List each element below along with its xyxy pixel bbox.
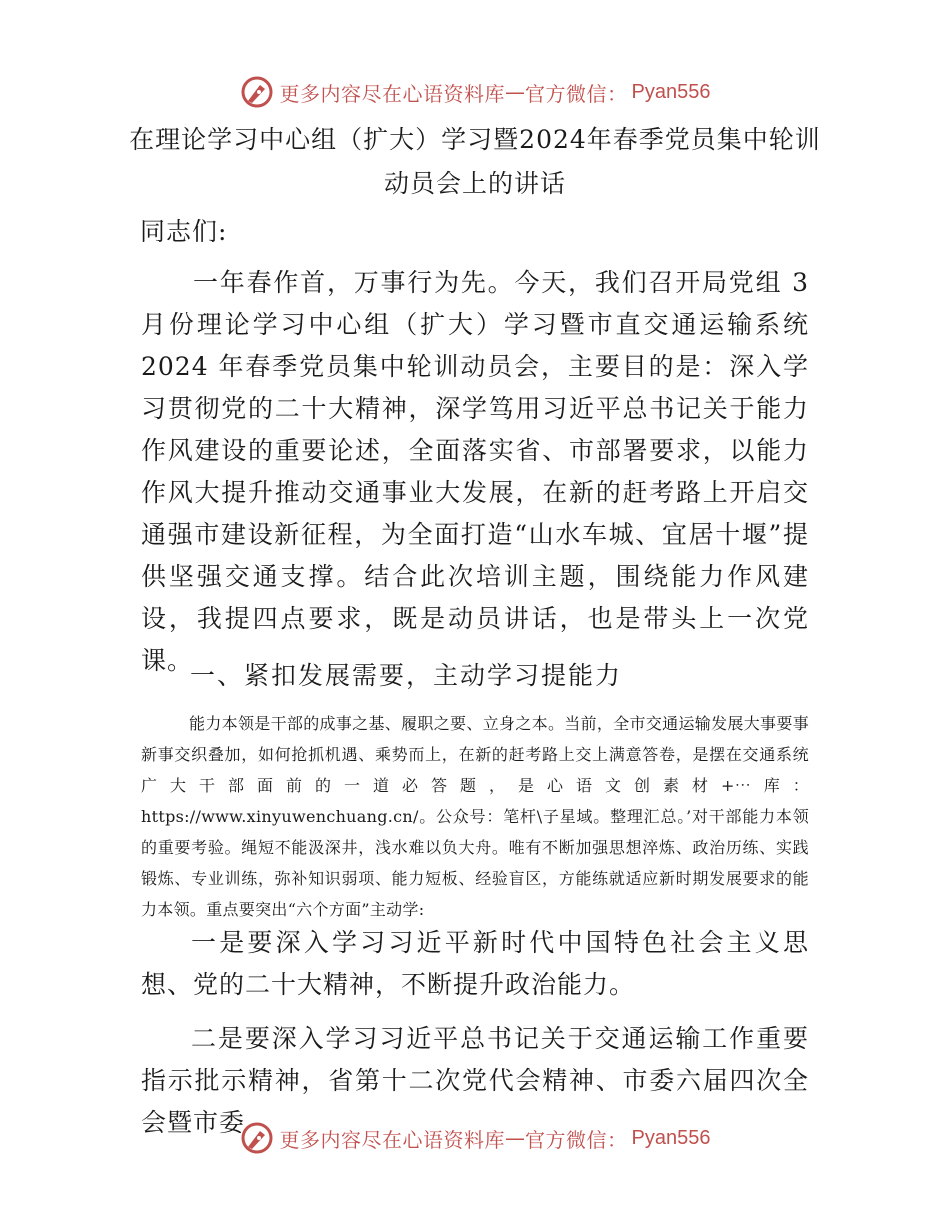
- pen-nib-circle-icon: [240, 1121, 274, 1155]
- banner-text: 更多内容尽在心语资料库: [279, 1127, 506, 1152]
- banner-wechat-id: Pyan556: [631, 80, 711, 103]
- banner-official: 官方微信：: [525, 1127, 628, 1152]
- section-heading-1: 一、紧扣发展需要，主动学习提能力: [190, 661, 623, 690]
- pen-nib-circle-icon: [240, 75, 274, 109]
- document-title-line2: 动员会上的讲话: [383, 169, 566, 198]
- banner-official: 官方微信：: [525, 81, 628, 106]
- banner-separator: —: [505, 80, 526, 104]
- paragraph-intro: 一年春作首，万事行为先。今天，我们召开局党组 3 月份理论学习中心组（扩大）学习暨市直交通运输系统 2024 年春季党员集中轮训动员会，主要目的是：深入学习贯彻党的二十大精神，深学笃用习近平总书记关于能力作风建设的重要论述，全面落实省、市部署要求，以能力作风大提升推动交通事业大发展，在新的赶考路上开启交通强市建设新征程，为全面打造“山水车城、宜居十堰”提供坚强交通支撑。结合此次培训主题，围绕能力作风建设，我提四点要求，既是动员讲话，也是带头上一次党课。: [141, 268, 809, 675]
- document-title-line1: 在理论学习中心组（扩大）学习暨2024年春季党员集中轮训: [129, 125, 821, 154]
- paragraph-point-1: 一是要深入学习习近平新时代中国特色社会主义思想、党的二十大精神，不断提升政治能力。: [141, 928, 809, 999]
- paragraph-small-print: 能力本领是干部的成事之基、履职之要、立身之本。当前，全市交通运输发展大事要事新事交织叠加，如何抢抓机遇、乘势而上，在新的赶考路上交上满意答卷，是摆在交通系统广大干部面前的一道必答题，是心语文创素材+⋯库：https://www.xinyuwenchuang.cn/。公众号：笔杆\子星域。整理汇总。’对干部能力本领的重要考验。绳短不能汲深井，浅水难以负大舟。唯有不断加强思想淬炼、政治历练、实践锻炼、专业训练，弥补知识弱项、能力短板、经验盲区，方能练就适应新时期发展要求的能力本领。重点要突出“六个方面”主动学:: [141, 714, 809, 919]
- banner-text: 更多内容尽在心语资料库: [279, 81, 506, 106]
- top-banner: [0, 72, 950, 112]
- bottom-banner: [0, 1118, 950, 1158]
- paragraph-point-2: 二是要深入学习习近平总书记关于交通运输工作重要指示批示精神，省第十二次党代会精神、市委六届四次全会暨市委: [141, 1024, 809, 1137]
- banner-separator: —: [505, 1126, 526, 1150]
- salutation: 同志们:: [140, 217, 228, 246]
- banner-wechat-id: Pyan556: [631, 1126, 711, 1149]
